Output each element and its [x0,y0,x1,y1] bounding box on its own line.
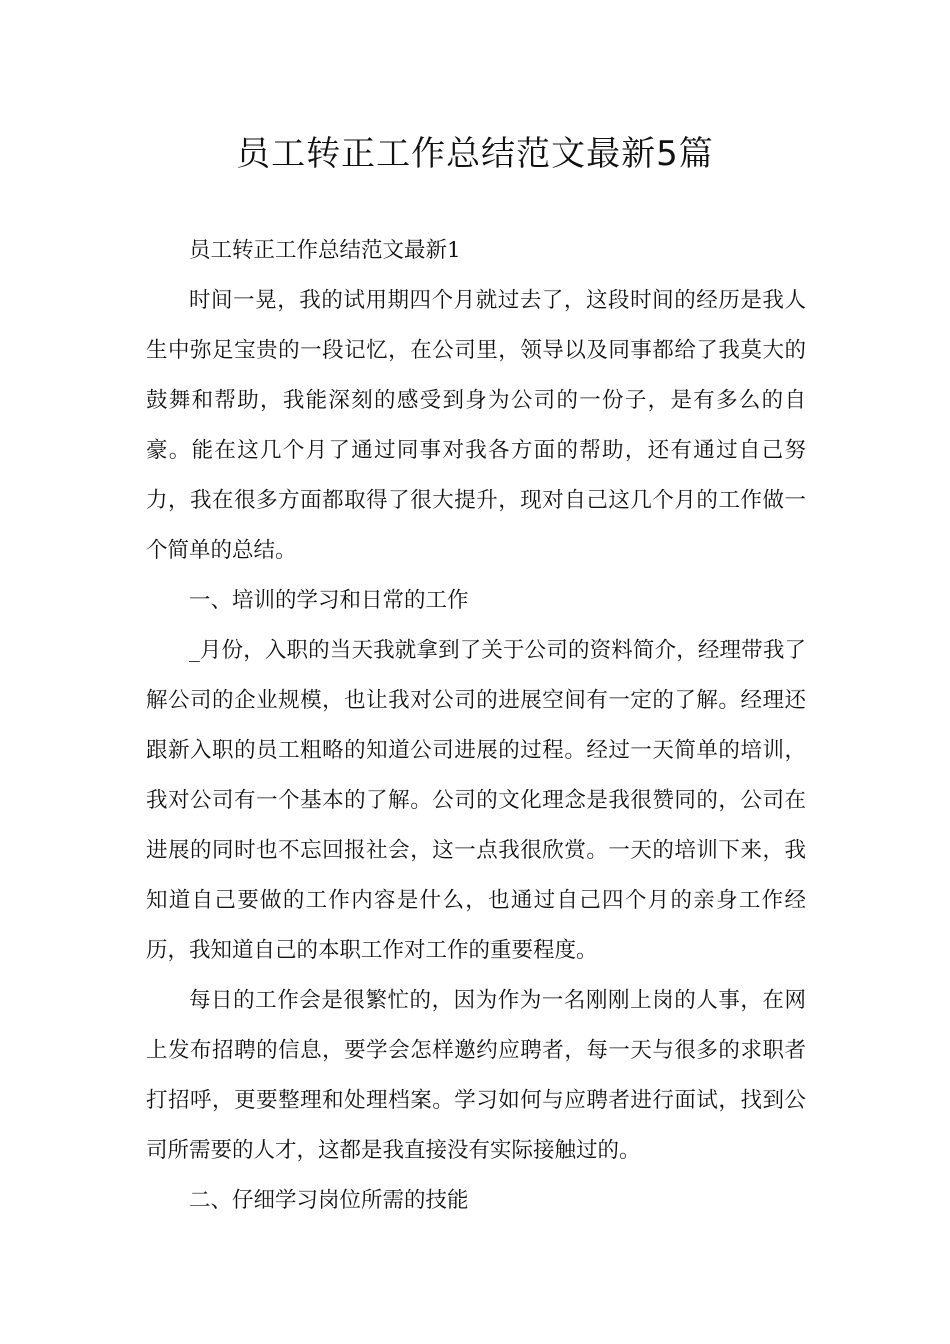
paragraph-training: _月份，入职的当天我就拿到了关于公司的资料简介，经理带我了解公司的企业规模，也让我对公司的进展空间有一定的了解。经理还跟新入职的员工粗略的知道公司进展的过程。经过一天简单的培训，我对公司有一个基本的了解。公司的文化理念是我很赞同的，公司在进展的同时也不忘回报社会，这一点我很欣赏。一天的培训下来，我知道自己要做的工作内容是什么，也通过自己四个月的亲身工作经历，我知道自己的本职工作对工作的重要程度。 [146,638,806,963]
heading-training: 一、培训的学习和日常的工作 [189,588,469,613]
heading-skills: 二、仔细学习岗位所需的技能 [189,1188,469,1213]
document-body [146,226,806,1226]
document-title: 员工转正工作总结范文最新5篇 [236,134,714,174]
paragraph-daily-work: 每日的工作会是很繁忙的，因为作为一名刚刚上岗的人事，在网上发布招聘的信息，要学会怎样邀约应聘者，每一天与很多的求职者打招呼，更要整理和处理档案。学习如何与应聘者进行面试，找到公司所需要的人才，这都是我直接没有实际接触过的。 [146,988,806,1163]
section-title: 员工转正工作总结范文最新1 [189,238,461,263]
paragraph-intro: 时间一晃，我的试用期四个月就过去了，这段时间的经历是我人生中弥足宝贵的一段记忆，在公司里，领导以及同事都给了我莫大的鼓舞和帮助，我能深刻的感受到身为公司的一份子，是有多么的自豪。能在这几个月了通过同事对我各方面的帮助，还有通过自己努力，我在很多方面都取得了很大提升，现对自己这几个月的工作做一个简单的总结。 [146,288,806,563]
